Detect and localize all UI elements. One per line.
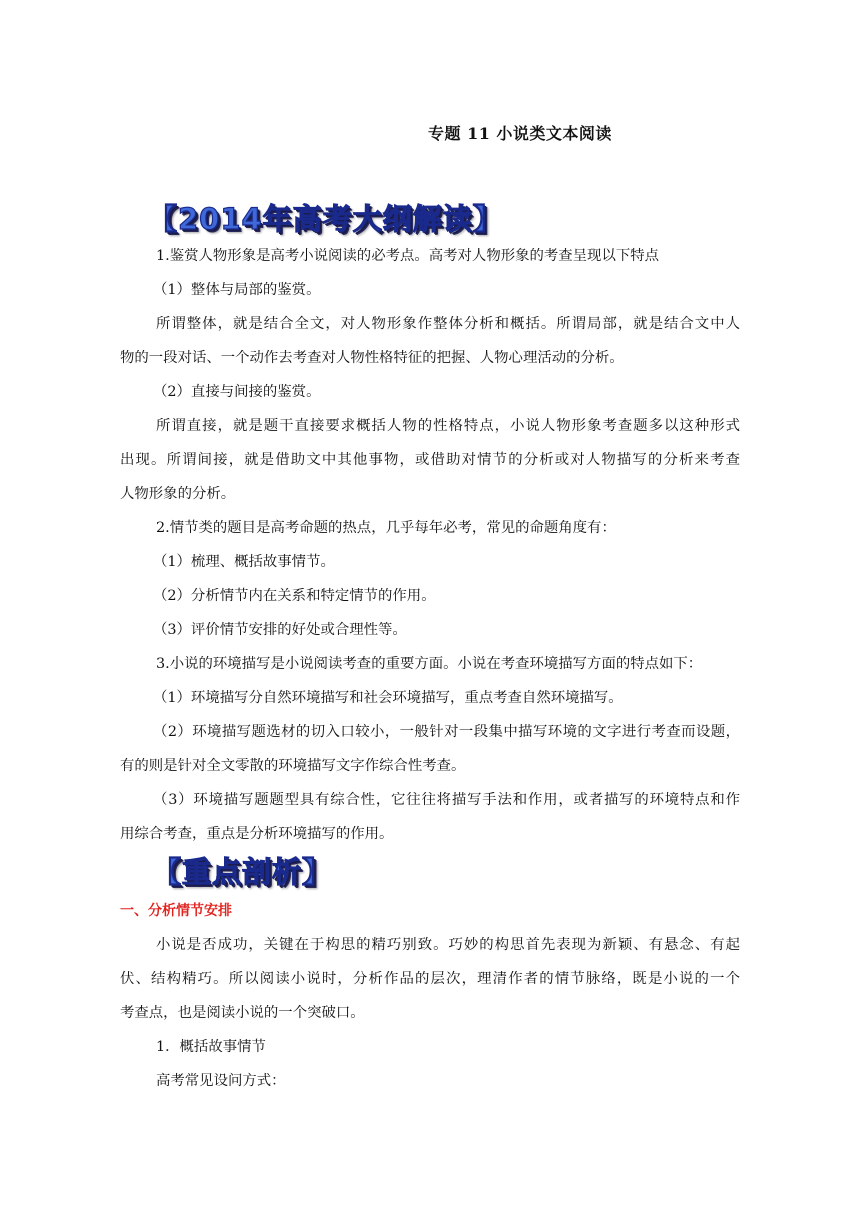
paragraph-line: 高考常见设问方式： xyxy=(156,1073,286,1089)
paragraph-line: 人物形象的分析。 xyxy=(120,486,236,502)
paragraph-line: 所谓直接，就是题干直接要求概括人物的性格特点，小说人物形象考查题多以这种形式 xyxy=(156,418,740,434)
paragraph-line: （2）分析情节内在关系和特定情节的作用。 xyxy=(153,588,436,604)
paragraph-line: 3.小说的环境描写是小说阅读考查的重要方面。小说在考查环境描写方面的特点如下： xyxy=(156,656,703,672)
paragraph-line: （2）环境描写题选材的切入口较小，一般针对一段集中描写环境的文字进行考查而设题， xyxy=(153,724,740,740)
paragraph-line: 伏、结构精巧。所以阅读小说时，分析作品的层次，理清作者的情节脉络，既是小说的一个 xyxy=(120,971,740,987)
key-analysis-body xyxy=(120,894,740,1098)
paragraph-line: （3）环境描写题题型具有综合性，它往往将描写手法和作用，或者描写的环境特点和作 xyxy=(153,792,740,808)
paragraph-line: 出现。所谓间接，就是借助文中其他事物，或借助对情节的分析或对人物描写的分析来考查 xyxy=(120,452,740,468)
paragraph-line: 用综合考查，重点是分析环境描写的作用。 xyxy=(120,826,394,842)
section-banner-syllabus: 【2014年高考大纲解读】 xyxy=(148,202,503,236)
section-banner-key-analysis: 【重点剖析】 xyxy=(152,855,333,889)
paragraph-line: （2）直接与间接的鉴赏。 xyxy=(153,384,321,400)
paragraph-line: （1）梳理、概括故事情节。 xyxy=(153,554,335,570)
syllabus-body xyxy=(120,239,740,851)
paragraph-line: 考查点，也是阅读小说的一个突破口。 xyxy=(120,1005,365,1021)
paragraph-line: （1）环境描写分自然环境描写和社会环境描写，重点考查自然环境描写。 xyxy=(153,690,623,706)
paragraph-line: 物的一段对话、一个动作去考查对人物性格特征的把握、人物心理活动的分析。 xyxy=(120,350,624,366)
paragraph-line: 2.情节类的题目是高考命题的热点，几乎每年必考，常见的命题角度有： xyxy=(156,520,616,536)
paragraph-line: （3）评价情节安排的好处或合理性等。 xyxy=(153,622,407,638)
document-title: 专题 11 小说类文本阅读 xyxy=(428,124,612,143)
paragraph-line: 1.鉴赏人物形象是高考小说阅读的必考点。高考对人物形象的考查呈现以下特点 xyxy=(156,248,660,264)
paragraph-line: 小说是否成功，关键在于构思的精巧别致。巧妙的构思首先表现为新颖、有悬念、有起 xyxy=(156,937,740,953)
paragraph-line: （1）整体与局部的鉴赏。 xyxy=(153,282,321,298)
paragraph-line: 1．概括故事情节 xyxy=(156,1039,266,1055)
paragraph-line: 有的则是针对全文零散的环境描写文字作综合性考查。 xyxy=(120,758,466,774)
section-heading: 一、分析情节安排 xyxy=(120,903,232,919)
paragraph-line: 所谓整体，就是结合全文，对人物形象作整体分析和概括。所谓局部，就是结合文中人 xyxy=(156,316,740,332)
